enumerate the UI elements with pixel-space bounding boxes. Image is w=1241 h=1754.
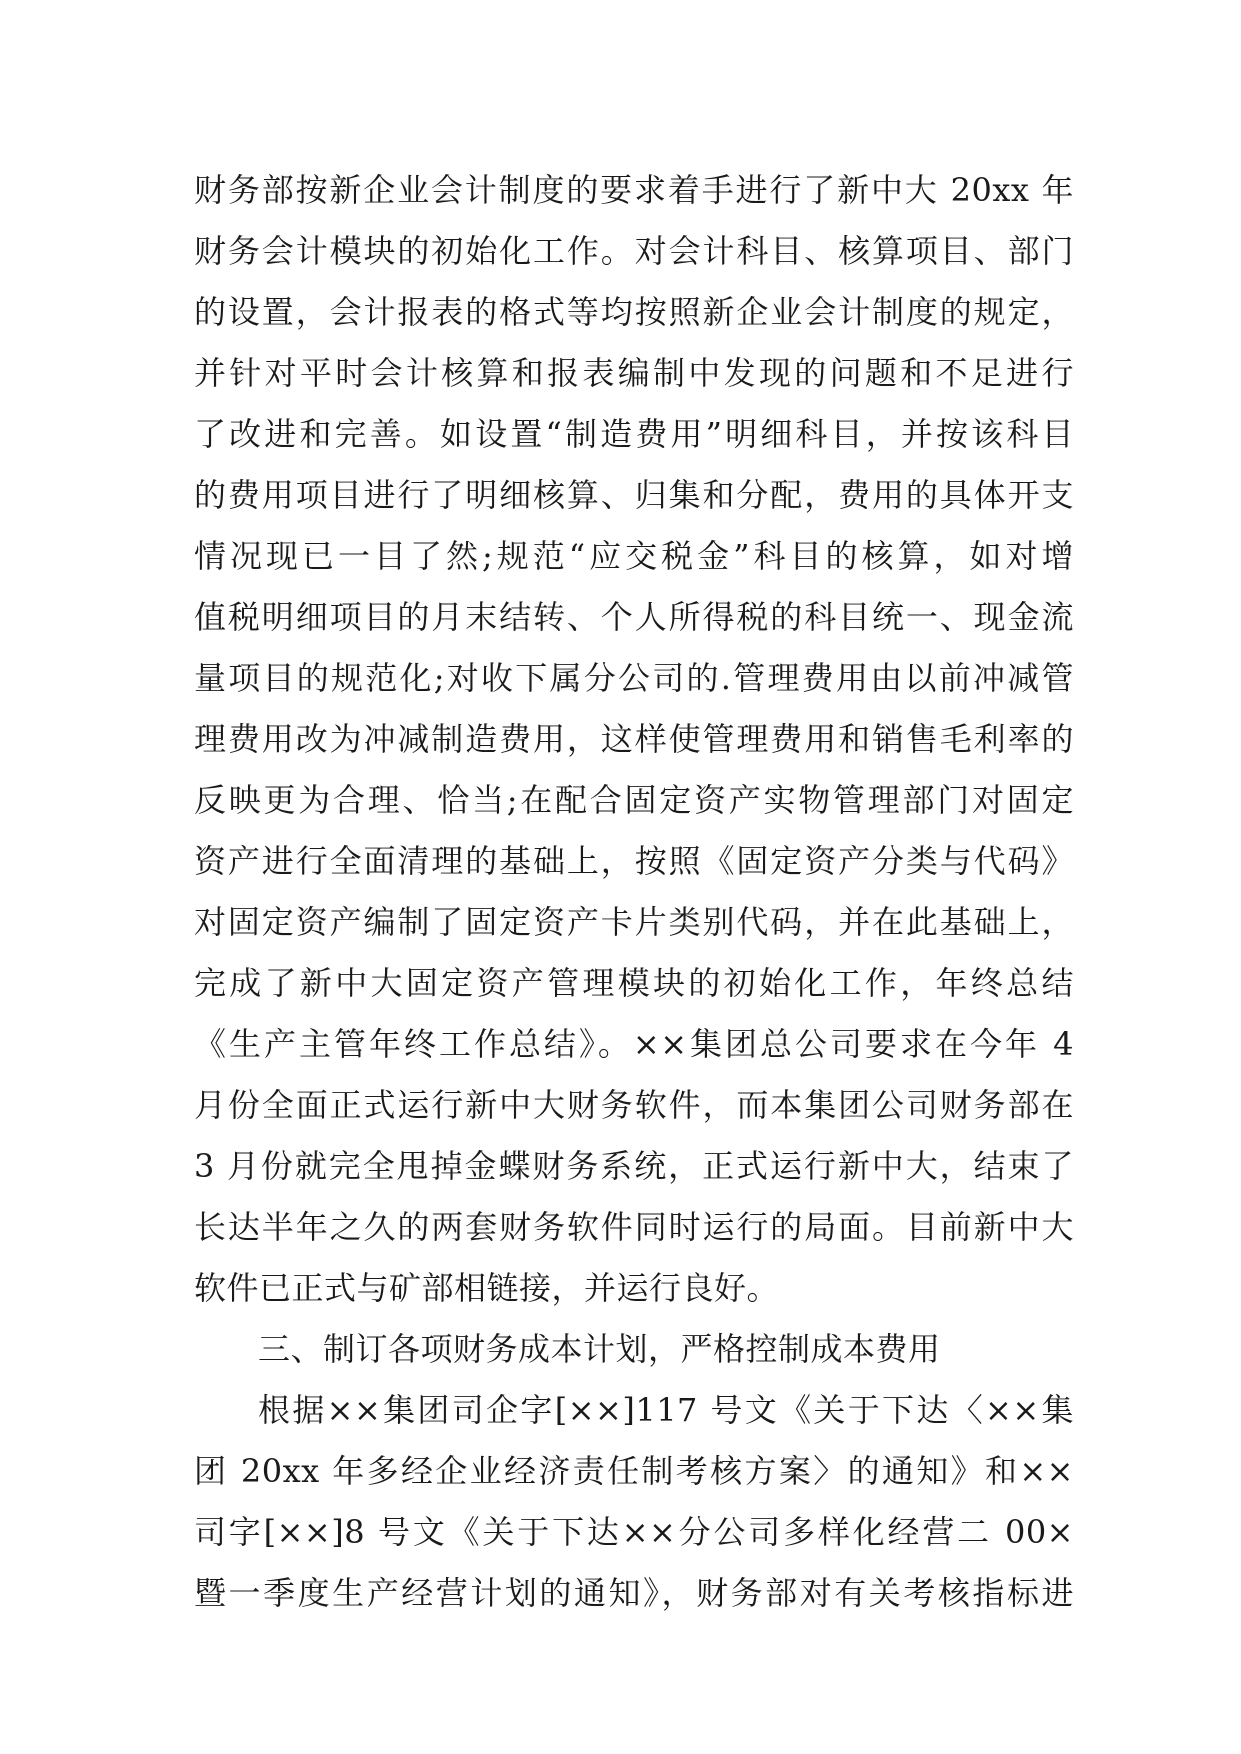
text-line: 完成了新中大固定资产管理模块的初始化工作，年终总结 xyxy=(194,964,1074,1002)
text-line: 软件已正式与矿部相链接，并运行良好。 xyxy=(194,1269,780,1307)
text-line: 理费用改为冲减制造费用，这样使管理费用和销售毛利率的 xyxy=(194,720,1074,758)
text-line: 并针对平时会计核算和报表编制中发现的问题和不足进行 xyxy=(194,354,1074,392)
text-line: 月份全面正式运行新中大财务软件，而本集团公司财务部在 xyxy=(194,1086,1074,1124)
text-line: 反映更为合理、恰当;在配合固定资产实物管理部门对固定 xyxy=(194,781,1074,819)
text-line: 值税明细项目的月末结转、个人所得税的科目统一、现金流 xyxy=(194,598,1074,636)
text-line: 的费用项目进行了明细核算、归集和分配，费用的具体开支 xyxy=(194,476,1074,514)
text-line: 长达半年之久的两套财务软件同时运行的局面。目前新中大 xyxy=(194,1208,1074,1246)
text-line: 司字[××]8 号文《关于下达××分公司多样化经营二 00× xyxy=(194,1513,1074,1551)
text-line: 情况现已一目了然;规范“应交税金”科目的核算，如对增 xyxy=(194,537,1074,575)
text-line: 暨一季度生产经营计划的通知》，财务部对有关考核指标进 xyxy=(194,1574,1074,1612)
section-heading: 三、制订各项财务成本计划，严格控制成本费用 xyxy=(258,1330,941,1368)
text-line: 资产进行全面清理的基础上，按照《固定资产分类与代码》 xyxy=(194,842,1074,880)
text-line: 财务部按新企业会计制度的要求着手进行了新中大 20xx 年 xyxy=(194,171,1074,209)
text-line: 量项目的规范化;对收下属分公司的.管理费用由以前冲减管 xyxy=(194,659,1074,697)
text-line: 根据××集团司企字[××]117 号文《关于下达〈××集 xyxy=(258,1391,1074,1429)
text-line: 对固定资产编制了固定资产卡片类别代码，并在此基础上， xyxy=(194,903,1074,941)
text-line: 3 月份就完全甩掉金蝶财务系统，正式运行新中大，结束了 xyxy=(194,1147,1074,1185)
text-line: 的设置，会计报表的格式等均按照新企业会计制度的规定， xyxy=(194,293,1074,331)
text-line: 《生产主管年终工作总结》。××集团总公司要求在今年 4 xyxy=(194,1025,1074,1063)
body-text xyxy=(194,160,1074,1624)
text-line: 财务会计模块的初始化工作。对会计科目、核算项目、部门 xyxy=(194,232,1074,270)
text-line: 了改进和完善。如设置“制造费用”明细科目，并按该科目 xyxy=(194,415,1074,453)
text-line: 团 20xx 年多经企业经济责任制考核方案〉的通知》和×× xyxy=(194,1452,1074,1490)
